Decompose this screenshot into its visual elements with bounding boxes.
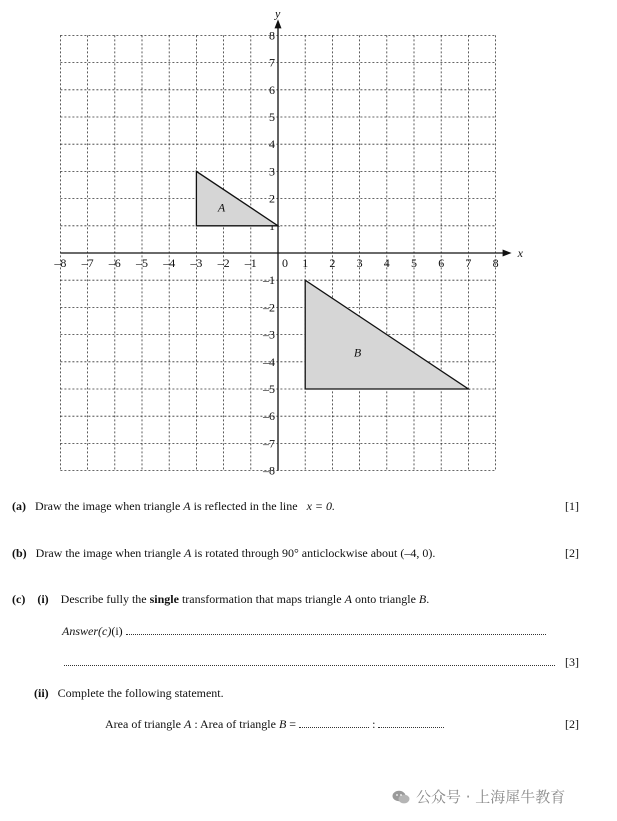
y-tick-label: –7: [263, 436, 275, 451]
x-tick-label: 7: [465, 256, 472, 270]
question-c-label: (c): [12, 592, 26, 606]
answer-c-i-label: Answer(c): [62, 624, 112, 638]
x-tick-label: –2: [217, 256, 230, 270]
x-tick-label: 5: [411, 256, 417, 270]
x-tick-label: –7: [81, 256, 94, 270]
question-a-line: x = 0.: [306, 499, 336, 513]
question-c-ii-text: Complete the following statement.: [57, 686, 224, 700]
x-tick-label: –1: [244, 256, 257, 270]
y-tick-label: –5: [263, 382, 275, 396]
answer-c-i-line-2[interactable]: [64, 655, 555, 669]
y-tick-label: 6: [269, 82, 275, 97]
question-a-tri: A: [183, 499, 191, 513]
question-c-i-text-post: onto triangle: [351, 592, 419, 606]
answer-c-i-dots-2[interactable]: [64, 656, 555, 666]
y-tick-label: –1: [263, 273, 275, 288]
watermark: [392, 786, 565, 807]
y-tick-label: –6: [263, 409, 275, 424]
question-c-ii-marks: [2]: [565, 717, 579, 731]
triangle-b-label: B: [353, 345, 362, 360]
x-tick-label: 3: [356, 256, 363, 270]
y-tick-label: –8: [263, 463, 275, 478]
axes: [60, 6, 523, 470]
question-a: [12, 499, 335, 513]
stmt-tri-a: A: [183, 717, 192, 731]
question-c-i-tri-a: A: [344, 592, 352, 606]
stmt-pre: Area of triangle: [105, 717, 184, 731]
question-c-i-label: (i): [37, 592, 49, 606]
stmt-tri-b: B: [278, 717, 287, 731]
question-b-tri: A: [183, 546, 192, 560]
question-a-marks: [1]: [565, 499, 579, 513]
x-tick-label: 1: [302, 256, 309, 270]
question-c-ii-label: (ii): [34, 686, 49, 700]
question-b: [12, 546, 435, 560]
question-c-ii-statement: [105, 717, 444, 731]
y-tick-label: 4: [269, 137, 275, 152]
question-c-i-text-pre: Describe fully the: [60, 592, 150, 606]
y-tick-label: 8: [269, 28, 275, 43]
question-b-text-post: is rotated through 90° anticlockwise about (–4, 0).: [191, 546, 436, 560]
x-tick-label: 8: [492, 256, 499, 270]
answer-c-i-dots-1[interactable]: [126, 625, 546, 635]
x-tick-label: –8: [54, 256, 67, 270]
y-tick-label: 7: [269, 55, 275, 70]
question-c-i-text-mid: transformation that maps triangle: [178, 592, 345, 606]
x-tick-label: –5: [136, 256, 148, 270]
x-tick-label: 2: [329, 256, 336, 270]
triangle-a-label: A: [217, 200, 226, 215]
y-tick-label: –4: [263, 354, 275, 369]
x-tick-label: 6: [438, 256, 445, 270]
answer-c-ii-dots-2[interactable]: [378, 718, 444, 728]
x-tick-label: 4: [383, 256, 390, 270]
question-c-i: [12, 592, 429, 606]
question-b-label: (b): [12, 546, 27, 560]
question-a-text-post: is reflected in the line: [190, 499, 307, 513]
y-tick-label: –3: [263, 327, 275, 342]
question-c-i-end: .: [426, 592, 430, 606]
stmt-eq: =: [286, 717, 300, 731]
y-tick-label: 5: [269, 110, 275, 124]
question-b-marks: [2]: [565, 546, 579, 560]
question-b-text-pre: Draw the image when triangle: [35, 546, 184, 560]
origin-label: 0: [282, 256, 288, 270]
y-tick-label: 3: [269, 164, 275, 179]
question-c-i-tri-b: B: [418, 592, 427, 606]
stmt-colon: :: [369, 717, 379, 731]
wechat-icon: [392, 790, 410, 804]
question-c-i-bold: single: [149, 592, 179, 606]
x-axis-arrow: [503, 250, 512, 257]
question-c-ii: [34, 686, 224, 700]
x-tick-label: –6: [108, 256, 121, 270]
y-axis-arrow: [275, 19, 282, 28]
y-axis-label: y: [275, 6, 281, 21]
stmt-mid: : Area of triangle: [191, 717, 279, 731]
x-axis-label: x: [517, 246, 523, 260]
answer-c-i-line-1[interactable]: [62, 624, 546, 638]
y-tick-label: –2: [263, 300, 275, 315]
x-tick-label: –4: [163, 256, 176, 270]
answer-c-ii-dots-1[interactable]: [299, 718, 369, 728]
watermark-text: 公众号 · 上海犀牛教育: [416, 788, 566, 806]
question-a-label: (a): [12, 499, 26, 513]
question-a-text-pre: Draw the image when triangle: [35, 499, 184, 513]
answer-c-i-suffix: (i): [111, 624, 123, 638]
x-tick-label: –3: [190, 256, 203, 270]
question-c-i-marks: [3]: [565, 655, 579, 669]
y-tick-label: 2: [269, 191, 275, 206]
